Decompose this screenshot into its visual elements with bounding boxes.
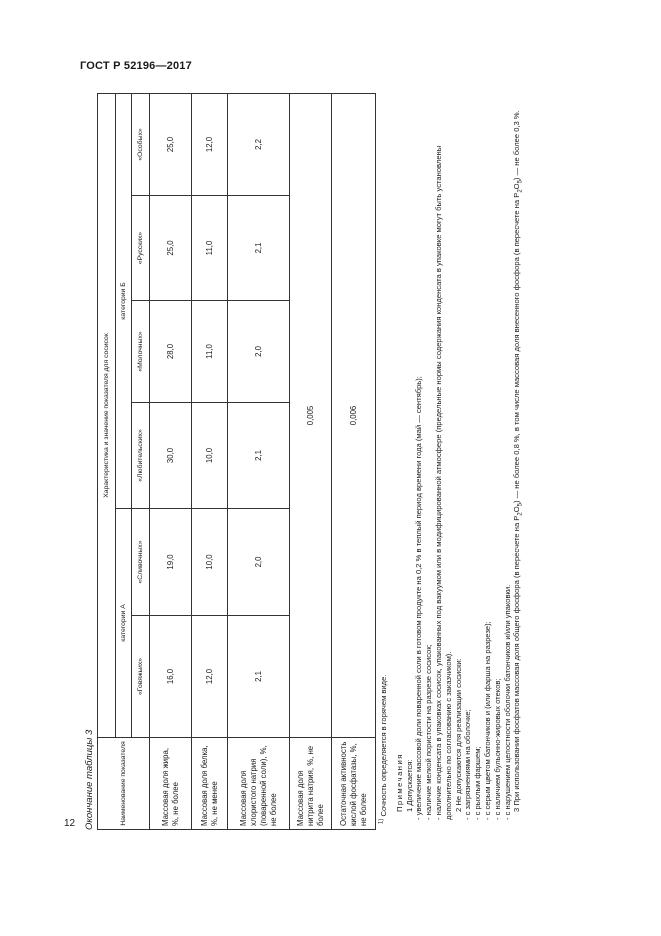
footnote: [379, 94, 389, 830]
row-label: Массовая доля белка, %, не менее: [192, 738, 228, 830]
table-row: [290, 93, 332, 829]
header-product: «Русских»: [132, 196, 150, 301]
note-1-item: - наличие конденсата в упаковках сосисок, упакованных под вакуумом или в модифицированной атмосфере (предельные нормы содержания конденсата в упаковке могут быть установлены дополнительно по согласованию с заказчиком).: [433, 145, 453, 820]
table-row: [332, 93, 376, 829]
cell-value: 2,1: [228, 616, 290, 738]
cell-value: 10,0: [192, 509, 228, 616]
cell-value: 2,2: [228, 93, 290, 195]
note-2-item: - с загрязнениями на оболочке;: [463, 709, 473, 820]
note-3: 3 При использовании фосфатов массовая доля общего фосфора (в пересчете на $P_2O_5$) — не более 0,8 %, в том числе массовая доля внесенного фосфора (в пересчете на $P_2O_5$) — не более 0,3 %.: [512, 110, 524, 812]
cell-value: 11,0: [192, 196, 228, 301]
header-product: «Молочных»: [132, 301, 150, 403]
note-2-item: - с серым цветом батончиков и (или фарша на разрезе);: [482, 621, 492, 820]
header-category-a: категории А: [116, 509, 132, 738]
header-product: «Любительских»: [132, 403, 150, 509]
cell-value: 19,0: [150, 509, 192, 616]
cell-value: 2,0: [228, 301, 290, 403]
specification-table: [97, 93, 376, 830]
merged-value-cell: 0,005: [290, 93, 332, 737]
chem-subscript: 2: [517, 189, 524, 193]
note-3-part-b: ) — не более 0,8 %, в том числе массовая доля внесенного фосфора (в пересчете на P: [512, 192, 522, 504]
table-row: [192, 93, 228, 829]
note-1-item: - наличие мелкой пористости на разрезе сосисок;: [424, 644, 434, 820]
footnote-text: Сочность определяется в горячем виде.: [379, 674, 388, 817]
chem-subscript: 2: [517, 512, 524, 516]
cell-value: 12,0: [192, 616, 228, 738]
note-1-item: - увеличение массовой доли поваренной соли в готовом продукте на 0,2 % в теплый период времени года (май — сентябрь);: [414, 376, 424, 820]
note-2-item: - с рыхлым фаршем;: [473, 746, 483, 820]
notes-block: [379, 94, 522, 830]
header-product: «Говяжьих»: [132, 616, 150, 738]
cell-value: 16,0: [150, 616, 192, 738]
document-header: ГОСТ Р 52196—2017: [80, 60, 192, 72]
header-product: «Сливочных»: [132, 509, 150, 616]
header-category-b: категории Б: [116, 93, 132, 508]
notes-title: Примечания: [394, 753, 404, 812]
table-row: [228, 93, 290, 829]
cell-value: 10,0: [192, 403, 228, 509]
cell-value: 30,0: [150, 403, 192, 509]
page-number: 12: [64, 818, 76, 829]
header-characteristic-group: Характеристика и значение показателя для сосисок: [98, 93, 116, 737]
row-label: Массовая доля нитрита натрия, %, не более: [290, 738, 332, 830]
row-label: Массовая доля хлористого натрия (поваренной соли), %, не более: [228, 738, 290, 830]
cell-value: 2,0: [228, 509, 290, 616]
cell-value: 2,1: [228, 403, 290, 509]
merged-value-cell: 0,006: [332, 93, 376, 737]
footnote-mark: 1): [378, 818, 385, 824]
header-product: «Особых»: [132, 93, 150, 195]
chem-subscript: 5: [517, 503, 524, 507]
rotated-content: [83, 70, 553, 830]
cell-value: 11,0: [192, 301, 228, 403]
cell-value: 28,0: [150, 301, 192, 403]
row-label: Массовая доля жира, %, не более: [150, 738, 192, 830]
note-3-part-a: 3 При использовании фосфатов массовая доля общего фосфора (в пересчете на P: [512, 515, 522, 812]
header-indicator-name: Наименование показателя: [98, 738, 150, 830]
table-caption: Окончание таблицы 3: [84, 729, 95, 830]
chem-subscript: 5: [517, 180, 524, 184]
cell-value: 25,0: [150, 196, 192, 301]
note-2: 2 Не допускаются для реализации сосиски:: [453, 658, 463, 812]
note-2-item: - с нарушением целостности оболочки батончиков и/или упаковки.: [502, 584, 512, 820]
cell-value: 25,0: [150, 93, 192, 195]
note-2-item: - с наличием бульонно-жировых отеков;: [492, 678, 502, 820]
note-3-part-c: ) — не более 0,3 %.: [512, 110, 522, 181]
cell-value: 2,1: [228, 196, 290, 301]
table-row: [150, 93, 192, 829]
note-1: 1 Допускается:: [404, 759, 414, 812]
row-label: Остаточная активность кислой фосфатазы, %, не более: [332, 738, 376, 830]
cell-value: 12,0: [192, 93, 228, 195]
